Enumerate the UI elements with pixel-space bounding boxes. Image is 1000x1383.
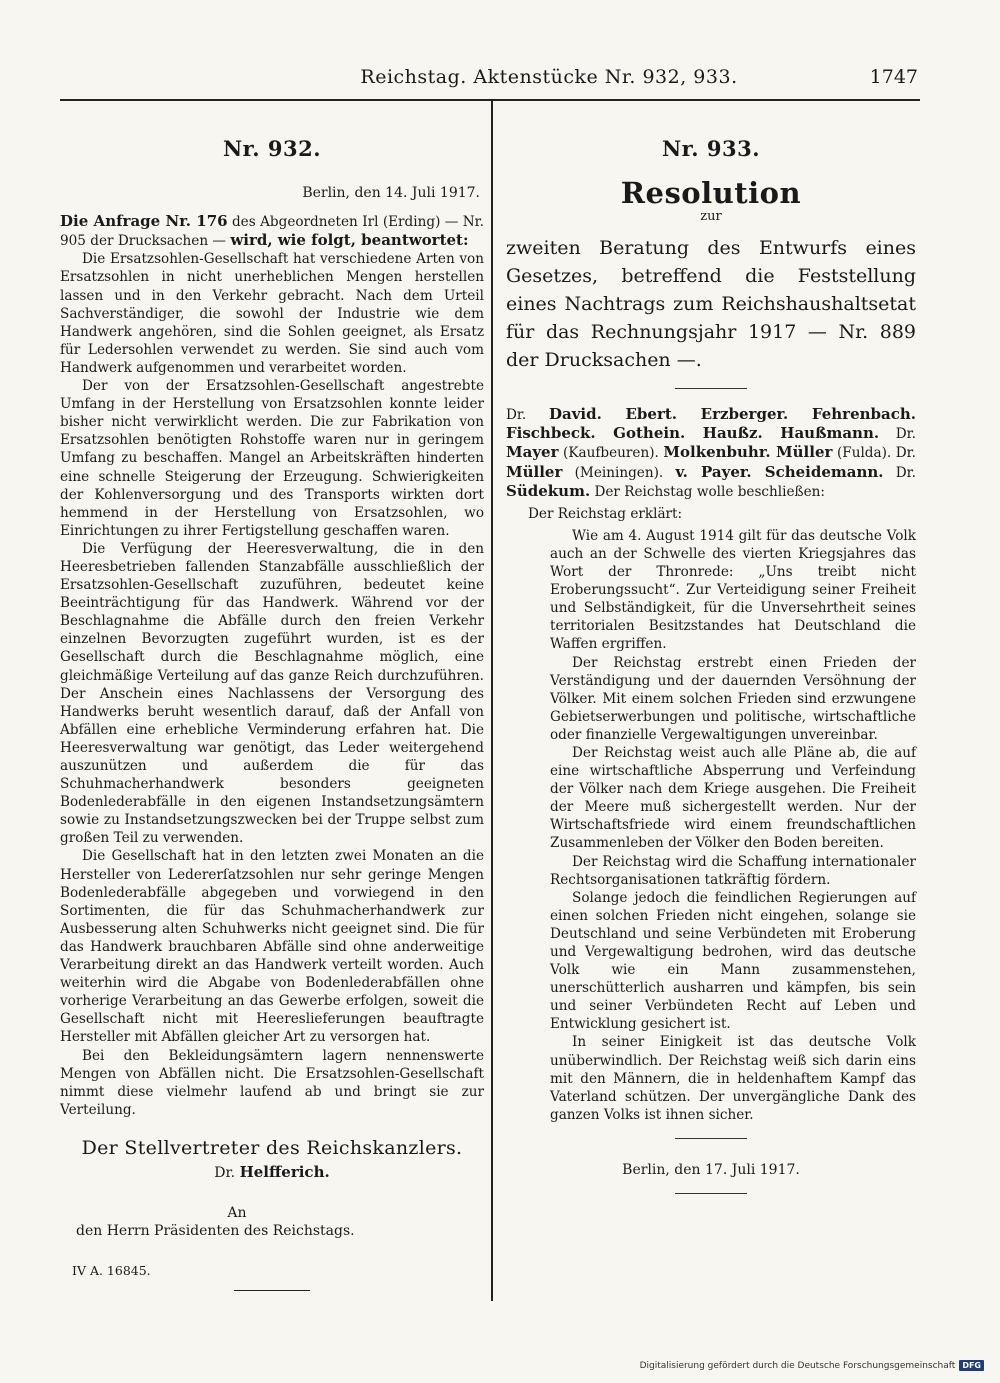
resolution-paragraph: Der Reichstag erstrebt einen Frieden der Verständigung und der dauernden Versöhnung der Völker. Mit einem solchen Frieden sind erzwungene Gebietserwerbungen und politische, wirtschaftliche oder finanzielle Vergewaltigungen unvereinbar. <box>550 654 916 743</box>
members-bold: Mayer <box>506 443 559 462</box>
separator-rule <box>675 1138 747 1139</box>
signature-prefix: Dr. <box>214 1164 240 1181</box>
members-bold: v. Payer. Scheidemann. <box>675 462 884 481</box>
end-rule <box>675 1193 747 1194</box>
paragraph: Bei den Bekleidungsämtern lagern nennenswerte Mengen von Abfällen nicht. Die Ersatzsohlen-Gesellschaft nimmt diese vielmehr laufend ab und bringt sie zur Verteilung. <box>60 1047 484 1118</box>
resolution-paragraph: Der Reichstag weist auch alle Pläne ab, die auf eine wirtschaftliche Absperrung und Verfeindung der Völker nach dem Kriege ausgehen. Die Freiheit der Meere muß sichergestellt werden. Nur der Wirtschaftsfriede wird einem freundschaftlichen Zusammenleben der Völker den Boden bereiten. <box>550 744 916 852</box>
right-column <box>506 110 916 1208</box>
document-number-932: Nr. 932. <box>222 136 322 161</box>
members-mid: Dr. <box>883 464 916 481</box>
resolution-zur: zur <box>700 209 722 225</box>
members-mid: Dr. <box>879 426 916 443</box>
resolution-paragraph: In seiner Einigkeit ist das deutsche Volk unüberwindlich. Der Reichstag weiß sich darin eins mit den Männern, die in heldenhaftem Kampf das Vaterland schützen. Der unvergängliche Dank des ganzen Volks ist ihnen sicher. <box>550 1034 916 1123</box>
lead-bold-1: Die Anfrage Nr. 176 <box>60 212 228 231</box>
paragraph: Die Ersatzsohlen-Gesellschaft hat verschiedene Arten von Ersatzsohlen in nicht unerheblichen Mengen herstellen lassen und in den Verkehr gebracht. Nach dem Urteil Sachverständiger, die sowohl der Industrie wie dem Handwerk angehören, sind die Sohlen geeignet, als Ersatz für Ledersohlen verwendet zu werden. Sie sind auch vom Handwerk aufgenommen und verarbeitet worden. <box>60 251 484 376</box>
resolution-paragraph: Solange jedoch die feindlichen Regierungen auf einen solchen Frieden nicht eingehen, solange sie Deutschland und seine Verbündeten mit Eroberung und Vergewaltigung bedrohen, wird das deutsche Volk wie ein Mann zusammenstehen, unerschütterlich ausharren und kämpfen, bis sein und seiner Verbündeten Recht auf Leben und Entwicklung gesichert ist. <box>550 889 916 1033</box>
dateline-932: Berlin, den 14. Juli 1917. <box>302 185 480 202</box>
members-mid: (Fulda). Dr. <box>832 445 917 462</box>
members-bold: Südekum. <box>506 481 591 500</box>
column-divider <box>491 101 493 1301</box>
members-mid: (Kaufbeuren). <box>558 445 664 462</box>
end-rule <box>234 1290 310 1291</box>
resolution-paragraph: Wie am 4. August 1914 gilt für das deutsche Volk auch an der Schwelle des vierten Kriegsjahres das Wort der Thronrede: „Uns treibt nicht Eroberungssucht“. Zur Verteidigung seiner Freiheit und Selbständigkeit, für die Unversehrtheit seines territorialen Besitzstandes hat Deutschland die Waffen ergriffen. <box>550 527 916 653</box>
reference-number: IV A. 16845. <box>72 1263 151 1279</box>
reichstag-declares: Der Reichstag erklärt: <box>528 505 683 522</box>
paragraph: Der von der Ersatzsohlen-Gesellschaft angestrebte Umfang in der Herstellung von Ersatzsohlen konnte leider bisher nicht verwirklicht werden. Die zur Fabrikation von Ersatzsohlen benötigten Rohstoffe waren nur in geringem Umfang zu beschaffen. Mangel an Arbeitskräften hinderten eine schnelle Steigerung der Erzeugung. Schwierigkeiten der Kohlenversorgung und des Transports wirkten dort hemmend in der Herstellung von Ersatzsohlen, wo Einrichtungen zu ihrer Fertigstellung geschaffen waren. <box>60 378 484 539</box>
address-an: An <box>227 1205 247 1222</box>
resolution-paragraph: Der Reichstag wird die Schaffung internationaler Rechtsorganisationen tatkräftig fördern. <box>550 853 916 888</box>
members-bold: Molkenbuhr. Müller <box>663 443 833 462</box>
page-number: 1747 <box>869 66 918 88</box>
lead-paragraph <box>60 212 484 250</box>
header-rule <box>60 99 920 101</box>
lead-text: des Abgeordneten Irl (Erding) — Nr. 905 der Drucksachen — <box>60 214 484 250</box>
members-end: Der Reichstag wolle beschließen: <box>590 483 825 500</box>
members-list <box>506 405 916 500</box>
resolution-title: Resolution <box>620 176 802 211</box>
paragraph: Die Gesellschaft hat in den letzten zwei Monaten an die Hersteller von Ledererſatzsohlen nur sehr geringe Mengen Bodenlederabfälle abgegeben und vorwiegend in den Sortimenten, die für das Schuhmacherhandwerk zur Ausbesserung alten Schuhwerks nicht geeignet sind. Die für das Handwerk brauchbaren Abfälle sind ohne anderweitige Verarbeitung direkt an das Handwerk verteilt worden. Auch weiterhin wird die Abgabe von Bodenlederabfällen ohne vorherige Verarbeitung an das Gewerbe erfolgen, soweit die Gesellschaft nicht mit Heereslieferungen beauftragte Hersteller mit Abfällen gleicher Art zu versorgen hat. <box>60 848 484 1046</box>
resolution-text <box>506 527 916 1124</box>
credit-text: Digitalisierung gefördert durch die Deutsche Forschungsgemeinschaft <box>639 1360 956 1371</box>
paragraph: Die Verfügung der Heeresverwaltung, die in den Heeresbetrieben fallenden Stanzabfälle ausschließlich der Ersatzsohlen-Gesellschaft zuzuführen, bedeutet keine Beeinträchtigung für das Handwerk. Während vor der Beschlagnahme die Abfälle durch den freien Verkehr einzelnen Bevorzugten zugeführt wurden, ist es der Gesellschaft durch die Beschlagnahme möglich, eine gleichmäßige Verteilung auf das ganze Reich durchzuführen. Der Anschein eines Nachlassens der Versorgung des Handwerks beruht wesentlich darauf, daß der Anfall von Abfällen eine erhebliche Verminderung erfahren hat. Die Heeresverwaltung war genötigt, das Leder weitergehend auszunützen und außerdem die für das Schuhmacherhandwerk besonders geeigneten Bodenlederabfälle in den eigenen Instandsetzungsämtern sowie zu Instandsetzungszwecken bei der Truppe selbst zum großen Teil zu verwenden. <box>60 540 484 847</box>
members-mid: (Meiningen). <box>562 464 676 481</box>
left-column <box>60 110 484 1291</box>
members-bold: Müller <box>506 462 563 481</box>
members-prefix: Dr. <box>506 407 549 424</box>
page-header <box>60 66 918 96</box>
signature-surname: Helfferich. <box>239 1162 330 1181</box>
members-bold: David. Ebert. Erzberger. Fehrenbach. Fischbeck. Gothein. Haußz. Haußmann. <box>506 405 916 443</box>
running-title: Reichstag. Aktenstücke Nr. 932, 933. <box>360 66 738 88</box>
resolution-subtitle: zweiten Beratung des Entwurfs eines Gesetzes, betreffend die Feststellung eines Nachtrags zum Reichshaushaltsetat für das Rechnungsjahr 1917 — Nr. 889 der Drucksachen —. <box>506 237 916 372</box>
lead-bold-2: wird, wie folgt, beantwortet: <box>230 231 469 250</box>
address-recipient: den Herrn Präsidenten des Reichstags. <box>76 1223 355 1240</box>
closing-date: Berlin, den 17. Juli 1917. <box>622 1161 800 1178</box>
signature-name <box>60 1163 484 1182</box>
digitization-credit <box>640 1360 984 1371</box>
document-number-933: Nr. 933. <box>661 136 761 161</box>
dfg-logo: DFG <box>959 1360 984 1371</box>
signature-title: Der Stellvertreter des Reichskanzlers. <box>81 1136 463 1159</box>
separator-rule <box>675 388 747 389</box>
